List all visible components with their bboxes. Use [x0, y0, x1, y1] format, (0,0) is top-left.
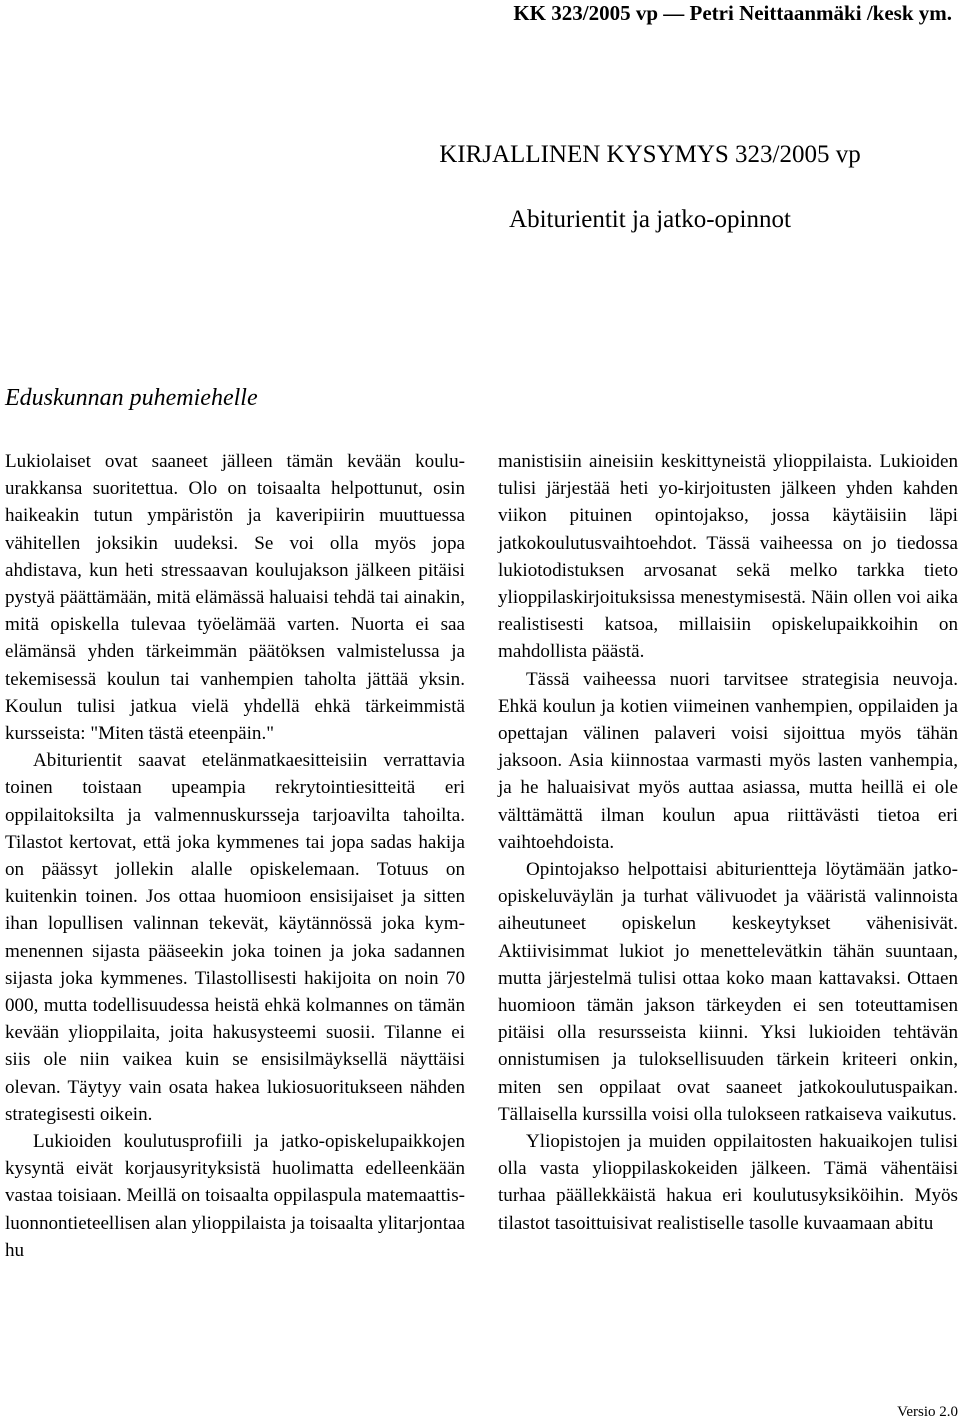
version-footer: Versio 2.0 [897, 1404, 958, 1420]
paragraph: Abiturientit saavat etelänmatkaesitteisiin verrattavia toinen toistaan upeampia rekrytointiesitteitä eri oppilaitoksilta ja valmennuskursseja tarjoavilta tahoilta. Tilastot kertovat, että joka kymmenes tai jopa sadas hakija on päässyt jollekin alalle opiskelemaan. Totuus on kuitenkin toinen. Jos ottaa huomioon ensisijaiset ja sitten ihan lopullisen valinnan tekevät, käytännössä joka kymmenennen sijasta pääseekin joka toinen ja joka sadannen sijasta joka kymmenes. Tilastollisesti hakijoita on noin 70 000, mutta todellisuudessa heistä ehkä kolmannes on tämän kevään ylioppilaita, joita hakusysteemi suosii. Tilanne ei siis ole niin vaikea kuin se ensisilmäyksellä näyttäisi olevan. Täytyy vain osata hakea lukiosuoritukseen nähden strategisesti oikein. [5, 750, 465, 1125]
salutation: Eduskunnan puhemiehelle [5, 385, 258, 411]
document-title: KIRJALLINEN KYSYMYS 323/2005 vp [439, 141, 861, 168]
paragraph: Yliopistojen ja muiden oppilaitosten hakuaikojen tulisi olla vasta ylioppilaskokeiden jälkeen. Tämä vähentäisi turhaa päällekkäistä hakua eri koulutusyksiköihin. Myös tilastot tasoittuisivat realistiselle tasolle kuvaamaan abitu [498, 1131, 958, 1234]
paragraph: Lukioiden koulutusprofiili ja jatko-opiskelupaikkojen kysyntä eivät korjausyrityksistä huolimatta edelleenkään vastaa toisiaan. Meillä on toisaalta oppilaspula matemaattis-luonnontieteellisen alan ylioppilaista ja toisaalta ylitarjontaa hu [5, 1131, 465, 1261]
left-column [5, 448, 465, 1264]
document-subtitle: Abiturientit ja jatko-opinnot [509, 206, 791, 233]
paragraph: Opintojakso helpottaisi abiturientteja löytämään jatko-opiskeluväylän ja turhat välivuodet ja vääristä valinnoista aiheutuneet opiskelun keskeytykset vähenisivät. Aktiivisimmat lukiot jo menettelevätkin tähän suuntaan, mutta järjestelmä tulisi ottaa koko maan kattavaksi. Ottaen huomioon tämän jakson tärkeyden ei sen toteuttamisen pitäisi olla resursseista kiinni. Yksi lukioiden tehtävän onnistumisen ja tuloksellisuuden tärkein kriteeri onkin, miten sen oppilaat ovat saaneet jatkokoulutuspaikan. Tällaisella kurssilla voisi olla tulokseen ratkaiseva vaikutus. [498, 859, 958, 1125]
paragraph: Tässä vaiheessa nuori tarvitsee strategisia neuvoja. Ehkä koulun ja kotien viimeinen vanhempien, oppilaiden ja opettajan välinen palaveri voisi sijoittua myös tähän jaksoon. Asia kiinnostaa varmasti myös lasten vanhempia, ja he haluaisivat myös auttaa asiassa, mutta heillä ei ole välttämättä ilman koulun apua riittävästi tietoa eri vaihtoehdoista. [498, 668, 958, 853]
paragraph: manistisiin aineisiin keskittyneistä ylioppilaista. Lukioiden tulisi järjestää heti yo-kirjoitusten jälkeen yhden kahden viikon pituinen opintojakso, jossa käytäisiin läpi jatkokoulutusvaihtoehdot. Tässä vaiheessa on jo tiedossa lukiotodistuksen arvosanat sekä melko tarkka tieto ylioppilaskirjoituksissa menestymisestä. Näin ollen voi aika realistisesti katsoa, millaisiin opiskelupaikkoihin on mahdollista päästä. [498, 451, 958, 663]
document-header: KK 323/2005 vp — Petri Neittaanmäki /kesk ym. [513, 1, 952, 25]
right-column [498, 448, 958, 1237]
paragraph: Lukiolaiset ovat saaneet jälleen tämän kevään koulu-urakkansa suoritettua. Olo on toisaalta helpottunut, osin haikeakin tutun ympäristön ja kaveripiirin muuttuessa vähitellen joksikin uudeksi. Se voi olla myös jopa ahdistava, kun heti stressaavan koulujakson jälkeen pitäisi pystyä päättämään, mitä elämässä haluaisi tehdä tai ainakin, mitä opiskella tulevaa työelämää varten. Nuorta ei saa elämänsä yhden tärkeimmän päätöksen valmistelussa ja tekemisessä koulun tai vanhempien taholta jättää yksin. Koulun tulisi jatkua vielä yhdellä ehkä tärkeimmistä kursseista: "Miten tästä eteenpäin." [5, 451, 465, 745]
